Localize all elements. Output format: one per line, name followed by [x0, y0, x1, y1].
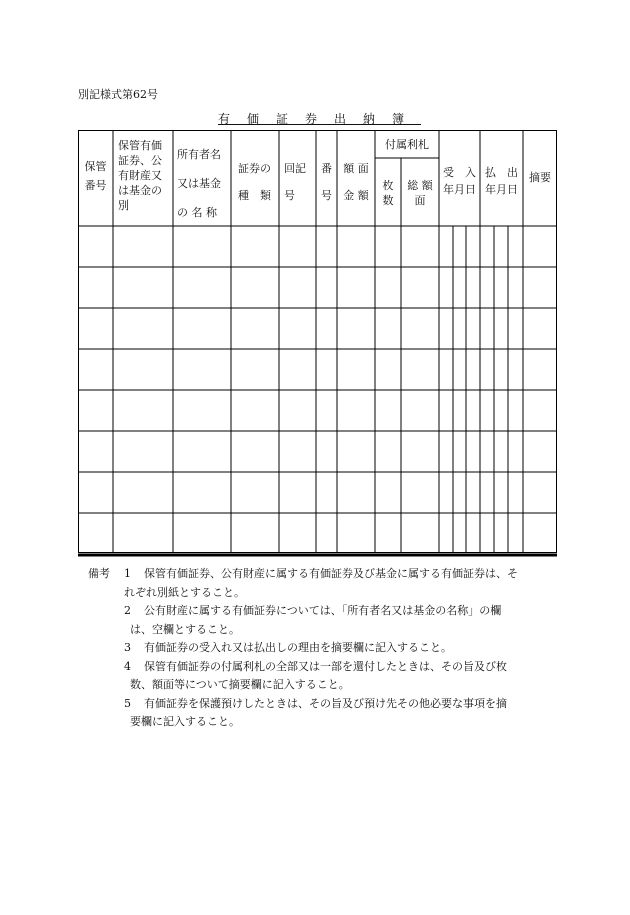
- header-serial-number: 番 号: [321, 162, 332, 202]
- header-face-value: 額 面 金 額: [343, 162, 369, 202]
- header-custody-category: 保管有価 証券、公 有財産又 は基金の 別: [118, 139, 162, 212]
- header-storage-number: 保管 番号: [84, 160, 107, 192]
- header-owner-name: 所有者名 又は基金 の 名 称: [177, 148, 221, 219]
- form-number: 別記様式第62号: [78, 88, 158, 101]
- header-coupons: 付属利札: [385, 138, 429, 151]
- page-title: 有価証券出納簿: [218, 112, 422, 126]
- ledger-table: [78, 130, 557, 558]
- notes-heading: 備考: [88, 567, 110, 580]
- header-coupon-count: 枚 数: [382, 179, 394, 207]
- header-series-code: 回記 号: [284, 162, 306, 202]
- header-security-type: 証券の 種 類: [238, 162, 271, 202]
- header-remarks: 摘要: [529, 171, 551, 184]
- header-disbursement-date: 払 出 年月日: [485, 166, 518, 196]
- header-coupon-face-total: 総 額 面: [407, 179, 433, 207]
- header-receipt-date: 受 入 年月日: [443, 166, 476, 196]
